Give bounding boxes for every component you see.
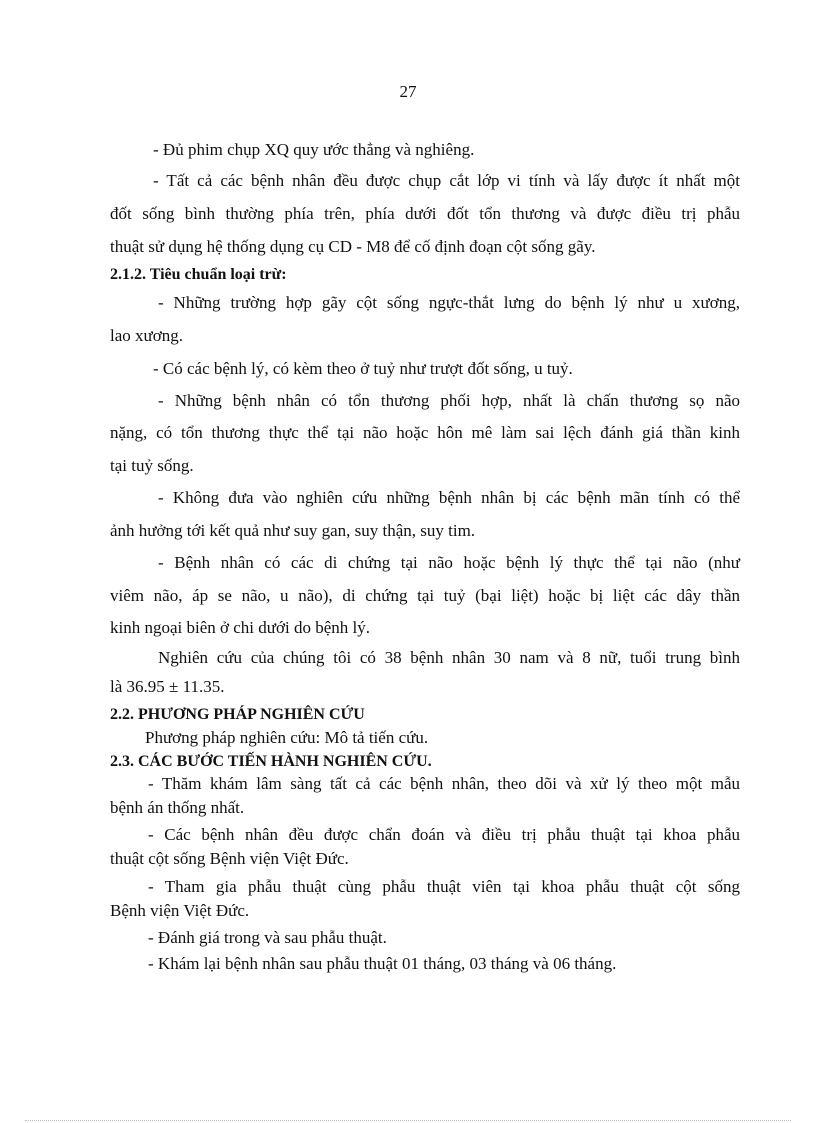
text-line: - Khám lại bệnh nhân sau phẫu thuật 01 tháng, 03 tháng và 06 tháng. [148,954,617,973]
text-line: - Thăm khám lâm sàng tất cả các bệnh nhân, theo dõi và xử lý theo một mẫu [148,774,740,793]
text-line: - Có các bệnh lý, có kèm theo ở tuỷ như trượt đốt sống, u tuỷ. [153,359,573,378]
text-line: - Các bệnh nhân đều được chẩn đoán và điều trị phẫu thuật tại khoa phẫu [148,825,740,844]
text-line: - Tất cả các bệnh nhân đều được chụp cắt lớp vi tính và lấy được ít nhất một [153,171,740,190]
text-line: - Tham gia phẫu thuật cùng phẫu thuật viên tại khoa phẫu thuật cột sống [148,877,740,896]
section-heading: 2.3. CÁC BƯỚC TIẾN HÀNH NGHIÊN CỨU. [110,753,432,770]
text-line: tại tuỷ sống. [110,456,194,475]
text-line: - Đủ phim chụp XQ quy ước thẳng và nghiêng. [153,140,475,159]
text-line: là 36.95 ± 11.35. [110,677,225,696]
text-line: ảnh hưởng tới kết quả như suy gan, suy thận, suy tim. [110,521,476,540]
text-line: - Không đưa vào nghiên cứu những bệnh nhân bị các bệnh mãn tính có thể [158,488,740,507]
text-line: kinh ngoại biên ở chi dưới do bệnh lý. [110,618,370,637]
section-heading: 2.2. PHƯƠNG PHÁP NGHIÊN CỨU [110,706,365,723]
text-line: Nghiên cứu của chúng tôi có 38 bệnh nhân 30 nam và 8 nữ, tuổi trung bình [158,648,740,667]
text-line: thuật sử dụng hệ thống dụng cụ CD - M8 để cố định đoạn cột sống gãy. [110,237,596,256]
text-line: Bệnh viện Việt Đức. [110,901,250,920]
text-line: đốt sống bình thường phía trên, phía dưới đốt tổn thương và được điều trị phẫu [110,204,740,223]
text-line: lao xương. [110,326,183,345]
text-line: - Những trường hợp gãy cột sống ngực-thắt lưng do bệnh lý như u xương, [158,293,740,312]
section-heading: 2.1.2. Tiêu chuẩn loại trừ: [110,266,287,283]
text-line: thuật cột sống Bệnh viện Việt Đức. [110,849,349,868]
text-line: - Đánh giá trong và sau phẫu thuật. [148,928,387,947]
text-line: Phương pháp nghiên cứu: Mô tả tiến cứu. [145,728,429,747]
page-number: 27 [399,82,417,101]
text-line: viêm não, áp se não, u não), di chứng tại tuỷ (bại liệt) hoặc bị liệt các dây thần [110,586,740,605]
text-line: - Những bệnh nhân có tổn thương phối hợp, nhất là chấn thương sọ não [158,391,740,410]
text-line: nặng, có tổn thương thực thể tại não hoặc hôn mê làm sai lệch đánh giá thần kinh [110,423,740,442]
page-bottom-rule [25,1120,791,1121]
text-line: - Bệnh nhân có các di chứng tại não hoặc bệnh lý thực thể tại não (như [158,553,740,572]
text-line: bệnh án thống nhất. [110,798,245,817]
